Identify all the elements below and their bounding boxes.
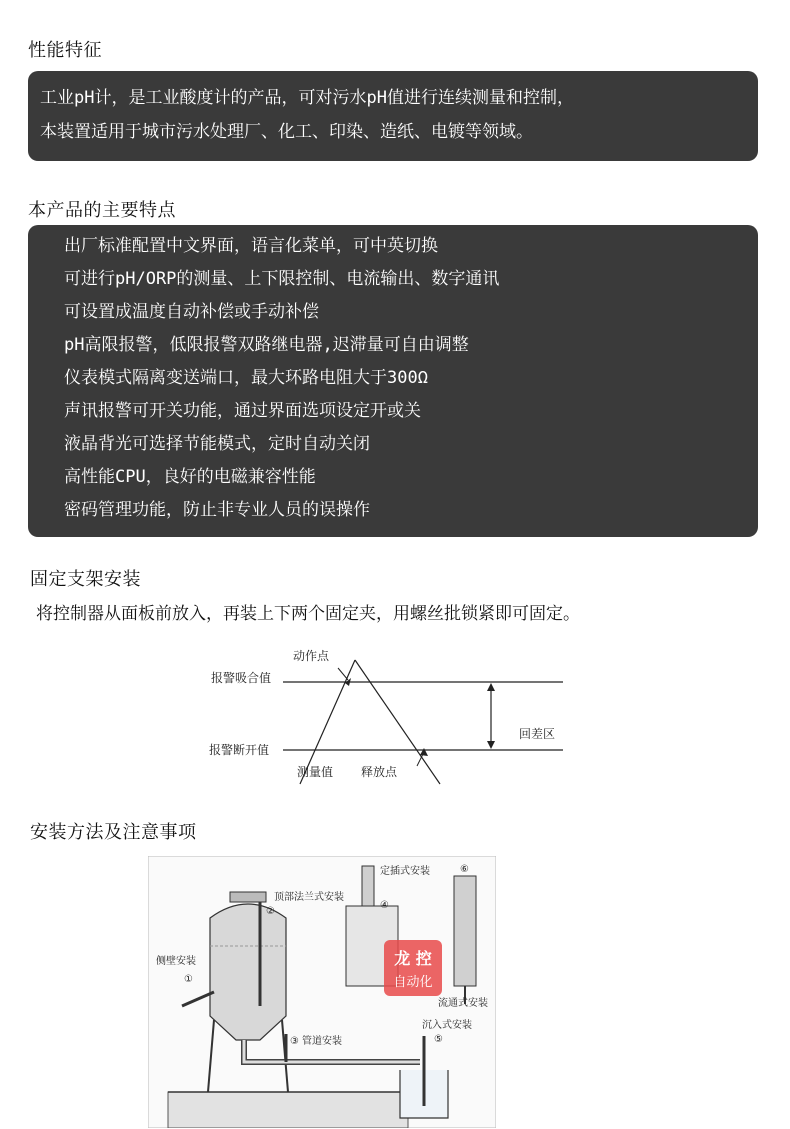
- hysteresis-diagram: [195, 642, 575, 792]
- section-title-features: 性能特征: [28, 40, 102, 61]
- feature-item: 出厂标准配置中文界面，语言化菜单，可中英切换: [64, 236, 438, 256]
- features-box: [28, 225, 758, 537]
- feature-item: 密码管理功能，防止非专业人员的误操作: [64, 500, 370, 520]
- feature-item: 声讯报警可开关功能，通过界面选项设定开或关: [64, 401, 421, 421]
- pipe-label: 管道安装: [302, 1036, 342, 1047]
- num5-label: ⑤: [434, 1034, 443, 1045]
- immersion-label: 沉入式安装: [422, 1020, 472, 1031]
- num6-label: ⑥: [460, 864, 469, 875]
- alarm-open-label: 报警断开值: [209, 743, 270, 757]
- side-wall-label: 侧壁安装: [156, 956, 196, 967]
- section-title-bracket: 固定支架安装: [30, 569, 141, 590]
- num4-label: ④: [380, 900, 389, 911]
- section-title-installation: 安装方法及注意事项: [30, 822, 197, 843]
- top-flange-label: 顶部法兰式安装: [274, 892, 344, 903]
- measured-label: 测量值: [297, 765, 334, 779]
- feature-item: 高性能CPU，良好的电磁兼容性能: [64, 467, 316, 487]
- bracket-instructions: 将控制器从面板前放入，再装上下两个固定夹，用螺丝批锁紧即可固定。: [36, 604, 580, 624]
- release-point-arrow: [420, 748, 428, 756]
- fixed-label: 定插式安装: [380, 866, 430, 877]
- hysteresis-label: 回差区: [519, 727, 556, 741]
- watermark-bottom: 自动化: [393, 975, 433, 990]
- alarm-close-label: 报警吸合值: [211, 671, 272, 685]
- num3-label: ③: [290, 1036, 299, 1047]
- action-point-label: 动作点: [293, 649, 330, 663]
- section-title-main-features: 本产品的主要特点: [28, 200, 176, 221]
- intro-line-1: 工业pH计，是工业酸度计的产品，可对污水pH值进行连续测量和控制，: [40, 88, 574, 108]
- num1-label: ①: [184, 974, 193, 985]
- feature-item: 液晶背光可选择节能模式，定时自动关闭: [64, 434, 370, 454]
- flow-label: 流通式安装: [438, 998, 488, 1009]
- tank: [210, 904, 286, 1040]
- feature-item: 仪表模式隔离变送端口，最大环路电阻大于300Ω: [64, 368, 428, 388]
- feature-item: 可设置成温度自动补偿或手动补偿: [64, 302, 319, 322]
- num2-label: ②: [266, 906, 275, 917]
- flow-mount-device: [454, 876, 476, 986]
- intro-box: [28, 71, 758, 161]
- feature-item: 可进行pH/ORP的测量、上下限控制、电流输出、数字通讯: [64, 269, 500, 289]
- feature-item: pH高限报警，低限报警双路继电器,迟滞量可自由调整: [64, 335, 469, 355]
- installation-illustration: [148, 856, 496, 1128]
- watermark-top: 龙 控: [394, 949, 432, 968]
- release-point-label: 释放点: [361, 765, 398, 779]
- intro-line-2: 本装置适用于城市污水处理厂、化工、印染、造纸、电镀等领域。: [40, 122, 533, 142]
